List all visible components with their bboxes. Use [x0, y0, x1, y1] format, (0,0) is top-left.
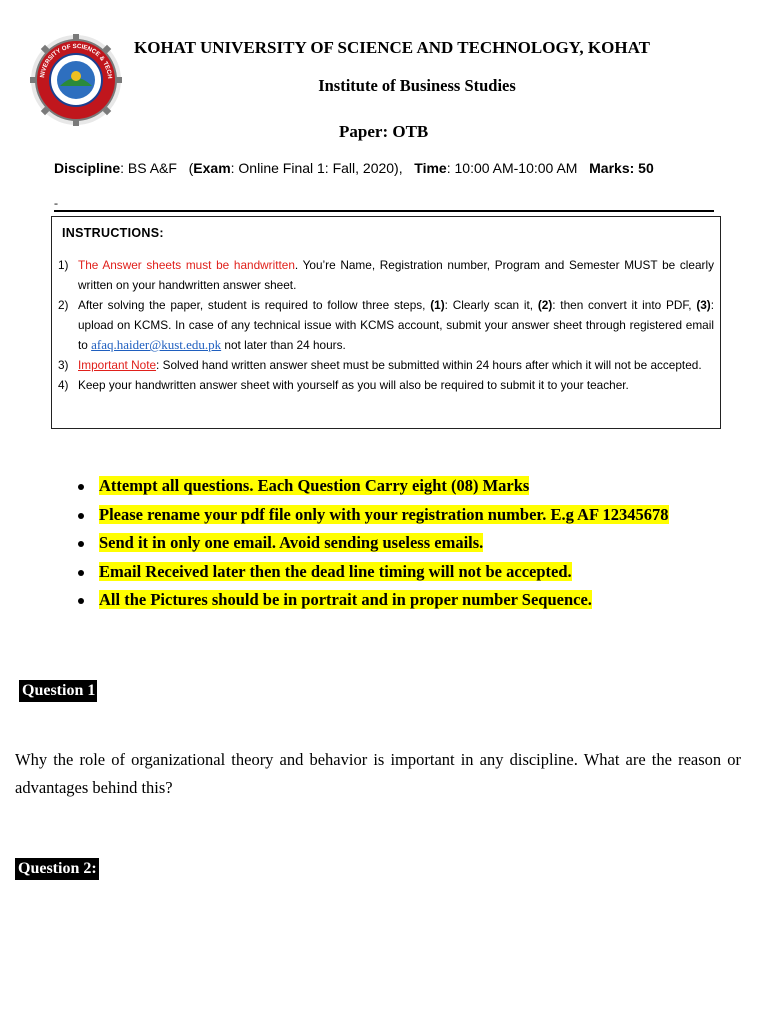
instruction-item-2	[58, 295, 714, 355]
marks-label: Marks	[589, 160, 630, 176]
list-item	[76, 558, 736, 587]
step-1-label: (1)	[430, 298, 445, 312]
list-item	[76, 472, 736, 501]
highlighted-rules-list	[76, 472, 736, 615]
rule-text: Please rename your pdf file only with your registration number. E.g AF 12345678	[99, 504, 669, 524]
instructions-title: INSTRUCTIONS:	[62, 226, 164, 240]
instruction-text: : upload on KCMS. In case of any technical issue with KCMS account, submit your answer sheet through registered email to	[78, 298, 715, 352]
exam-meta-line	[54, 160, 654, 176]
rule-text: Send it in only one email. Avoid sending useless emails.	[99, 533, 484, 552]
bullet-icon	[78, 598, 84, 604]
paper-label: Paper	[339, 122, 383, 141]
instruction-text: After solving the paper, student is required to follow three steps,	[78, 298, 431, 312]
discipline-label: Discipline	[54, 160, 121, 176]
dash-mark: -	[54, 196, 58, 210]
rule-text: Attempt all questions. Each Question Carry eight (08) Marks	[99, 476, 530, 495]
question-1-text: Why the role of organizational theory and behavior is important in any discipline. What are the reason or advantages behind this?	[15, 750, 741, 797]
submission-email-link[interactable]: afaq.haider@kust.edu.pk	[91, 337, 222, 352]
step-3-label: (3)	[696, 298, 711, 312]
instruction-highlight-red: The Answer sheets must be handwritten	[78, 258, 295, 272]
question-2-heading: Question 2:	[15, 858, 99, 880]
marks-value: : 50	[629, 160, 654, 176]
instruction-text: Keep your handwritten answer sheet with yourself as you will also be required to submit it to your teacher.	[78, 378, 629, 392]
step-2-label: (2)	[537, 298, 553, 312]
instruction-item-1	[58, 255, 714, 295]
bullet-icon	[78, 513, 84, 519]
header-divider	[54, 210, 714, 212]
instruction-number: 2)	[58, 298, 69, 312]
instruction-text: : Solved hand written answer sheet must be submitted within 24 hours after which it will not be accepted.	[156, 358, 702, 372]
instruction-number: 1)	[58, 258, 69, 272]
rule-text: All the Pictures should be in portrait and in proper number Sequence.	[99, 590, 592, 609]
instruction-text: . You’re Name, Registration number, Program and Semester MUST be clearly written on your handwritten answer sheet.	[78, 258, 714, 292]
instruction-number: 4)	[58, 378, 69, 392]
paper-title	[339, 122, 428, 142]
bullet-icon	[78, 484, 84, 490]
rule-text: Email Received later then the dead line timing will not be accepted.	[99, 561, 572, 581]
question-1-heading: Question 1	[19, 680, 97, 702]
instructions-list	[58, 255, 714, 395]
important-note-label: Important Note	[78, 358, 157, 372]
list-item	[76, 529, 736, 558]
exam-label: Exam	[193, 160, 231, 176]
instruction-item-4	[58, 375, 714, 395]
instructions-box	[51, 216, 721, 429]
university-name: KOHAT UNIVERSITY OF SCIENCE AND TECHNOLOGY, KOHAT	[134, 38, 650, 57]
instruction-text: : Clearly scan it,	[444, 298, 538, 312]
list-item	[76, 586, 736, 615]
discipline-value: : BS A&F (	[120, 160, 194, 176]
exam-value: : Online Final 1: Fall, 2020),	[230, 160, 415, 176]
bullet-icon	[78, 541, 84, 547]
instruction-text: not later than 24 hours.	[221, 338, 346, 352]
list-item	[76, 501, 736, 530]
instruction-number: 3)	[58, 358, 69, 372]
institute-name: Institute of Business Studies	[318, 76, 516, 95]
logo-lettering: NIVERSITY OF SCIENCE & TECH	[39, 42, 114, 80]
paper-value: : OTB	[382, 122, 429, 141]
instruction-text: : then convert it into PDF,	[552, 298, 697, 312]
bullet-icon	[78, 570, 84, 576]
instruction-item-3	[58, 355, 714, 375]
time-label: Time	[414, 160, 447, 176]
time-value: : 10:00 AM-10:00 AM	[446, 160, 590, 176]
